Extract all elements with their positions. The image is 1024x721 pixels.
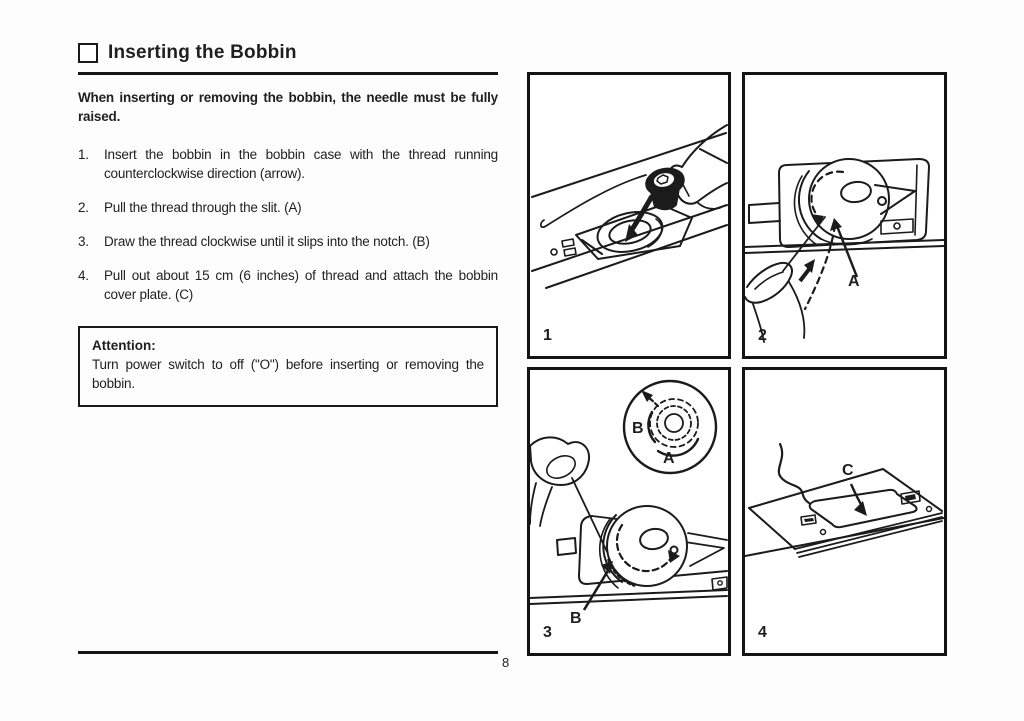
figure-label-c: C: [842, 462, 854, 479]
step-item-3: [78, 232, 498, 251]
intro-note: When inserting or removing the bobbin, the needle must be fully raised.: [78, 90, 498, 124]
figure-label-a: A: [848, 273, 860, 290]
figure-panel-1: [527, 72, 731, 359]
figure-panel-3: [527, 367, 731, 656]
figure-panel-4: [742, 367, 947, 656]
footer-rule: [78, 651, 498, 654]
figure-number-2: 2: [758, 327, 767, 344]
step-number: 1.: [78, 147, 89, 162]
figure-label-b: B: [570, 610, 582, 627]
step-number: 3.: [78, 234, 89, 249]
thread-notch-illustration: [530, 370, 728, 653]
figure-panel-2: [742, 72, 947, 359]
step-number: 4.: [78, 268, 89, 283]
thread-slit-illustration: [745, 75, 944, 356]
attention-title: Attention:: [92, 338, 156, 353]
step-number: 2.: [78, 200, 89, 215]
figure-label-a-inset: A: [663, 450, 675, 467]
step-text: Insert the bobbin in the bobbin case with the thread running counterclockwise direction (arrow).: [104, 147, 498, 181]
figure-number-3: 3: [543, 624, 552, 641]
cover-plate-illustration: [745, 370, 944, 653]
page-title: Inserting the Bobbin: [108, 42, 297, 63]
attention-box: [78, 326, 498, 407]
step-text: Pull out about 15 cm (6 inches) of thread and attach the bobbin cover plate. (C): [104, 268, 498, 302]
instruction-steps: [78, 145, 498, 304]
step-item-2: [78, 198, 498, 217]
section-checkbox-icon: [78, 43, 98, 63]
heading-rule: [78, 72, 498, 75]
section-heading: [78, 42, 498, 64]
figure-label-b-inset: B: [632, 420, 644, 437]
instructions-column: [78, 42, 498, 407]
figure-number-1: 1: [543, 327, 552, 344]
step-item-4: [78, 266, 498, 304]
step-text: Pull the thread through the slit. (A): [104, 200, 302, 215]
bobbin-insertion-illustration: [530, 75, 728, 356]
step-text: Draw the thread clockwise until it slips into the notch. (B): [104, 234, 430, 249]
page-number: 8: [502, 655, 510, 670]
figure-number-4: 4: [758, 624, 767, 641]
step-item-1: [78, 145, 498, 183]
attention-text: Turn power switch to off ("O") before inserting or removing the bobbin.: [92, 357, 484, 391]
